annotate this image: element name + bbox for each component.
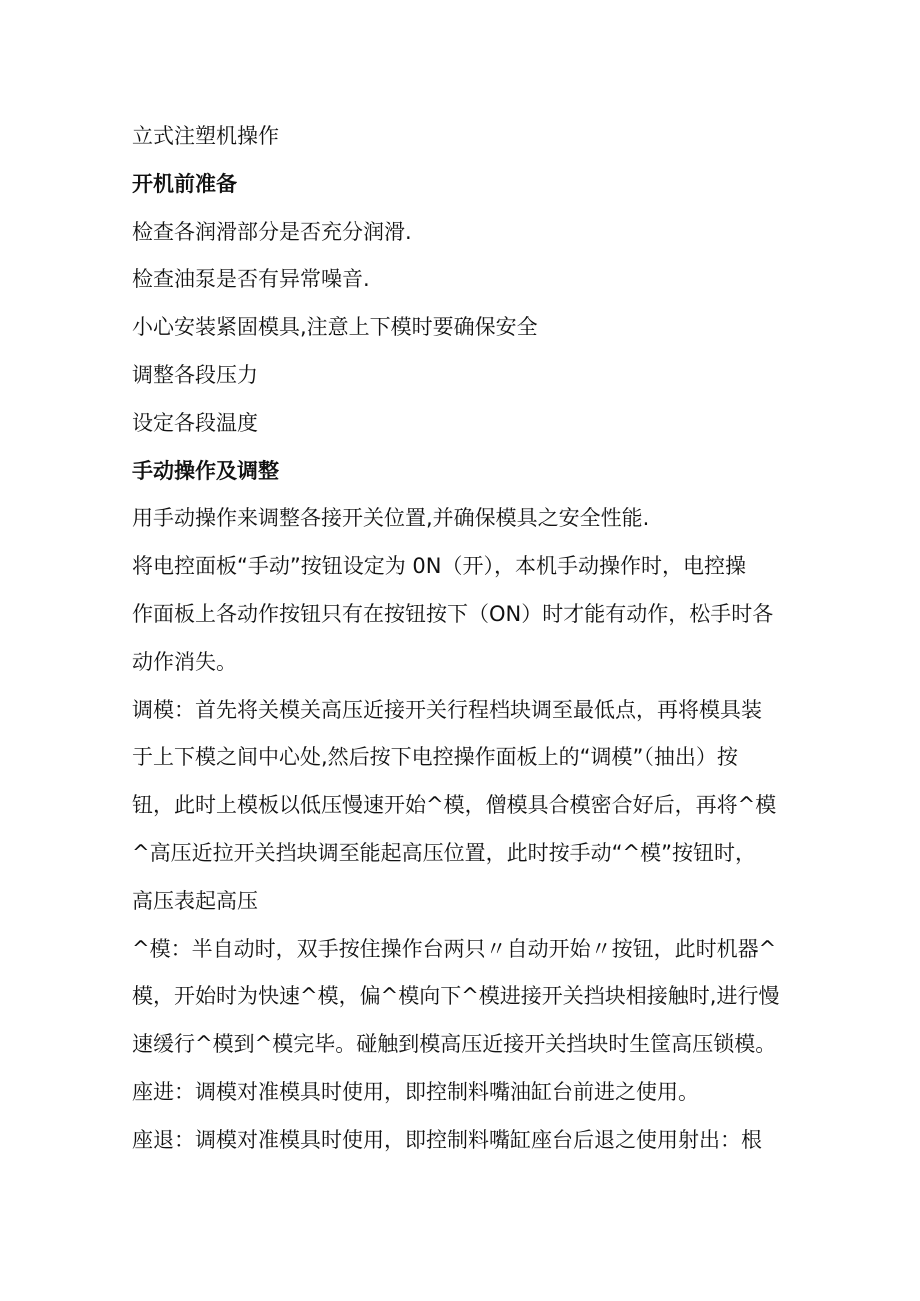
paragraph-line: 模，开始时为快速^模，偏^模向下^模进接开关挡块相接触时,进行慢 — [132, 984, 780, 1009]
list-item: 检查各润滑部分是否充分润滑. — [132, 219, 412, 244]
paragraph-line: 动作消失。 — [132, 649, 237, 674]
list-item: 调整各段压力 — [132, 362, 258, 387]
document-body — [132, 113, 794, 1165]
paragraph-line: 速缓行^模到^模完毕。碰触到模高压近接开关挡块时生筐高压锁模。 — [132, 1032, 777, 1057]
paragraph-line: 高压表起高压 — [132, 888, 258, 913]
paragraph-seat-backward — [132, 1117, 794, 1165]
paragraph-line: 调模：首先将关模关高压近接开关行程档块调至最低点，再将模具装 — [132, 697, 762, 722]
section-intro: 用手动操作来调整各接开关位置,并确保模具之安全性能. — [132, 506, 650, 531]
list-item: 小心安装紧固模具,注意上下模时要确保安全 — [132, 315, 538, 340]
paragraph-line: ^模：半自动时，双手按住操作台两只〃自动开始〃按钮，此时机器^ — [132, 936, 777, 961]
document-title: 立式注塑机操作 — [132, 124, 279, 148]
paragraph-line: 座退：调模对准模具时使用，即控制料嘴缸座台后退之使用射出：根 — [132, 1127, 762, 1152]
paragraph-line: 座进：调模对准模具时使用，即控制料嘴油缸台前进之使用。 — [132, 1079, 699, 1104]
list-item: 检查油泵是否有异常噪音. — [132, 267, 370, 292]
section-heading-preparation: 开机前准备 — [132, 171, 237, 196]
paragraph-mold-adjust — [132, 687, 794, 926]
paragraph-mold-close — [132, 926, 794, 1069]
paragraph-line: ^高压近拉开关挡块调至能起高压位置，此时按手动“^模”按钮时， — [132, 840, 756, 865]
paragraph-line: 将电控面板“手动”按钮设定为 0N（开），本机手动操作时，电控操 — [132, 554, 747, 579]
list-item: 设定各段温度 — [132, 410, 258, 435]
paragraph-line: 于上下模之间中心处,然后按下电控操作面板上的“调模”（抽出）按 — [132, 745, 738, 770]
section-heading-manual-operation: 手动操作及调整 — [132, 458, 279, 483]
paragraph-manual-button — [132, 543, 794, 686]
paragraph-line: 作面板上各动作按钮只有在按钮按下（ON）时才能有动作，松手时各 — [132, 601, 774, 626]
paragraph-line: 钮，此时上模板以低压慢速开始^模，僧模具合模密合好后，再将^模 — [132, 793, 777, 818]
paragraph-seat-forward — [132, 1069, 794, 1117]
